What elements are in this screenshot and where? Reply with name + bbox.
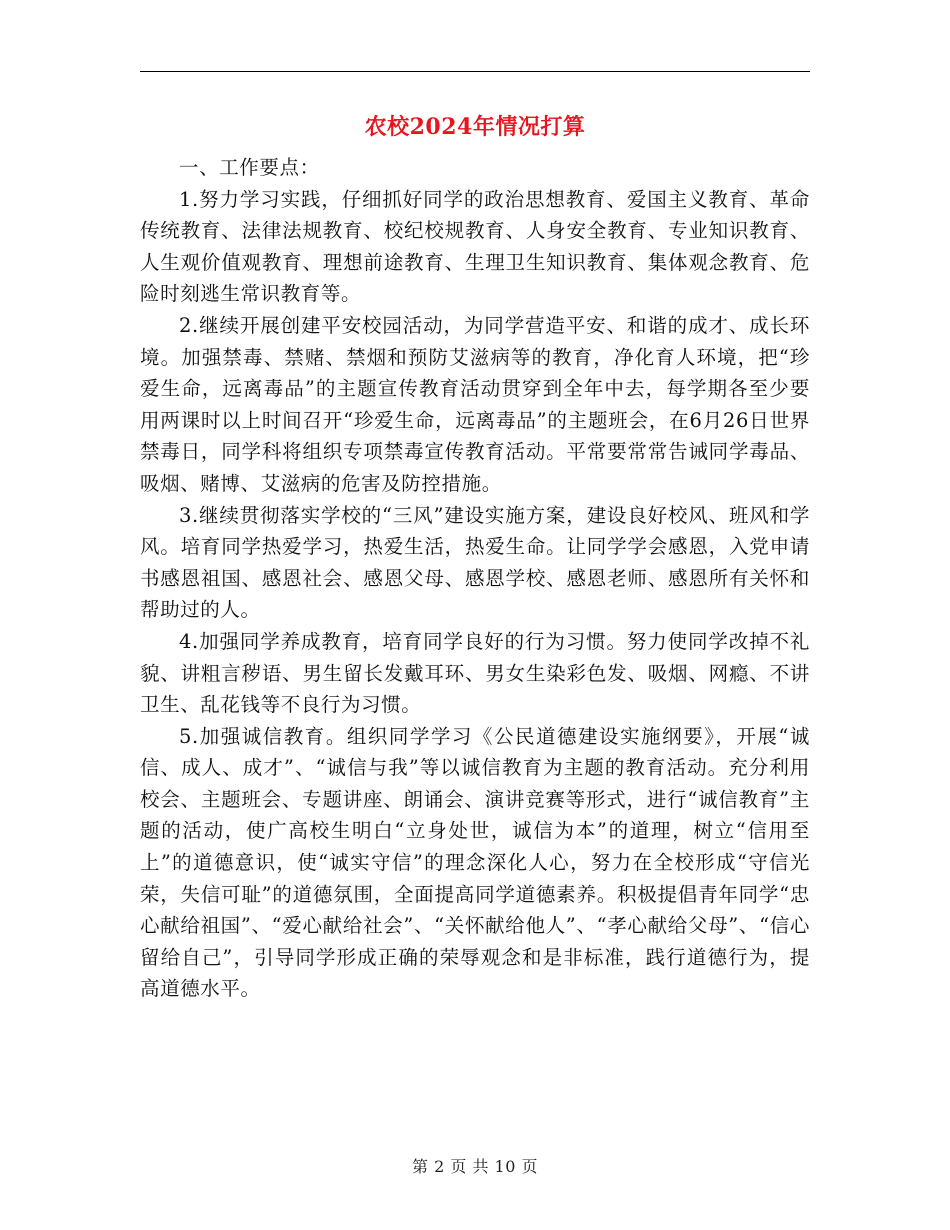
section-heading: 一、工作要点： (179, 156, 320, 179)
page-footer (0, 1154, 950, 1177)
paragraph-item-1: 1.努力学习实践，仔细抓好同学的政治思想教育、爱国主义教育、革命传统教育、法律法规教育、校纪校规教育、人身安全教育、专业知识教育、人生观价值观教育、理想前途教育、生理卫生知识教育、集体观念教育、危险时刻逃生常识教育等。 (140, 187, 810, 306)
document-body (140, 152, 810, 1005)
document-title: 农校2024年情况打算 (364, 114, 586, 140)
paragraph-item-3: 3.继续贯彻落实学校的“三风”建设实施方案，建设良好校风、班风和学风。培育同学热爱学习，热爱生活，热爱生命。让同学学会感恩，入党申请书感恩祖国、感恩社会、感恩父母、感恩学校、感恩老师、感恩所有关怀和帮助过的人。 (140, 503, 810, 622)
paragraph-item-4: 4.加强同学养成教育，培育同学良好的行为习惯。努力使同学改掉不礼貌、讲粗言秽语、男生留长发戴耳环、男女生染彩色发、吸烟、网瘾、不讲卫生、乱花钱等不良行为习惯。 (140, 629, 810, 717)
page-number-label: 第 2 页 共 10 页 (412, 1157, 538, 1176)
paragraph-item-2: 2.继续开展创建平安校园活动，为同学营造平安、和谐的成才、成长环境。加强禁毒、禁赌、禁烟和预防艾滋病等的教育，净化育人环境，把“珍爱生命，远离毒品”的主题宣传教育活动贯穿到全年中去，每学期各至少要用两课时以上时间召开“珍爱生命，远离毒品”的主题班会，在6月26日世界禁毒日，同学科将组织专项禁毒宣传教育活动。平常要常常告诫同学毒品、吸烟、赌博、艾滋病的危害及防控措施。 (140, 313, 810, 495)
paragraph-item-5: 5.加强诚信教育。组织同学学习《公民道德建设实施纲要》，开展“诚信、成人、成才”、“诚信与我”等以诚信教育为主题的教育活动。充分利用校会、主题班会、专题讲座、朗诵会、演讲竞赛等形式，进行“诚信教育”主题的活动，使广高校生明白“立身处世，诚信为本”的道理，树立“信用至上”的道德意识，使“诚实守信”的理念深化人心，努力在全校形成“守信光荣，失信可耻”的道德氛围，全面提高同学道德素养。积极提倡青年同学“忠心献给祖国”、“爱心献给社会”、“关怀献给他人”、“孝心献给父母”、“信心留给自己”，引导同学形成正确的荣辱观念和是非标准，践行道德行为，提高道德水平。 (140, 724, 810, 1001)
header-rule (140, 71, 810, 72)
